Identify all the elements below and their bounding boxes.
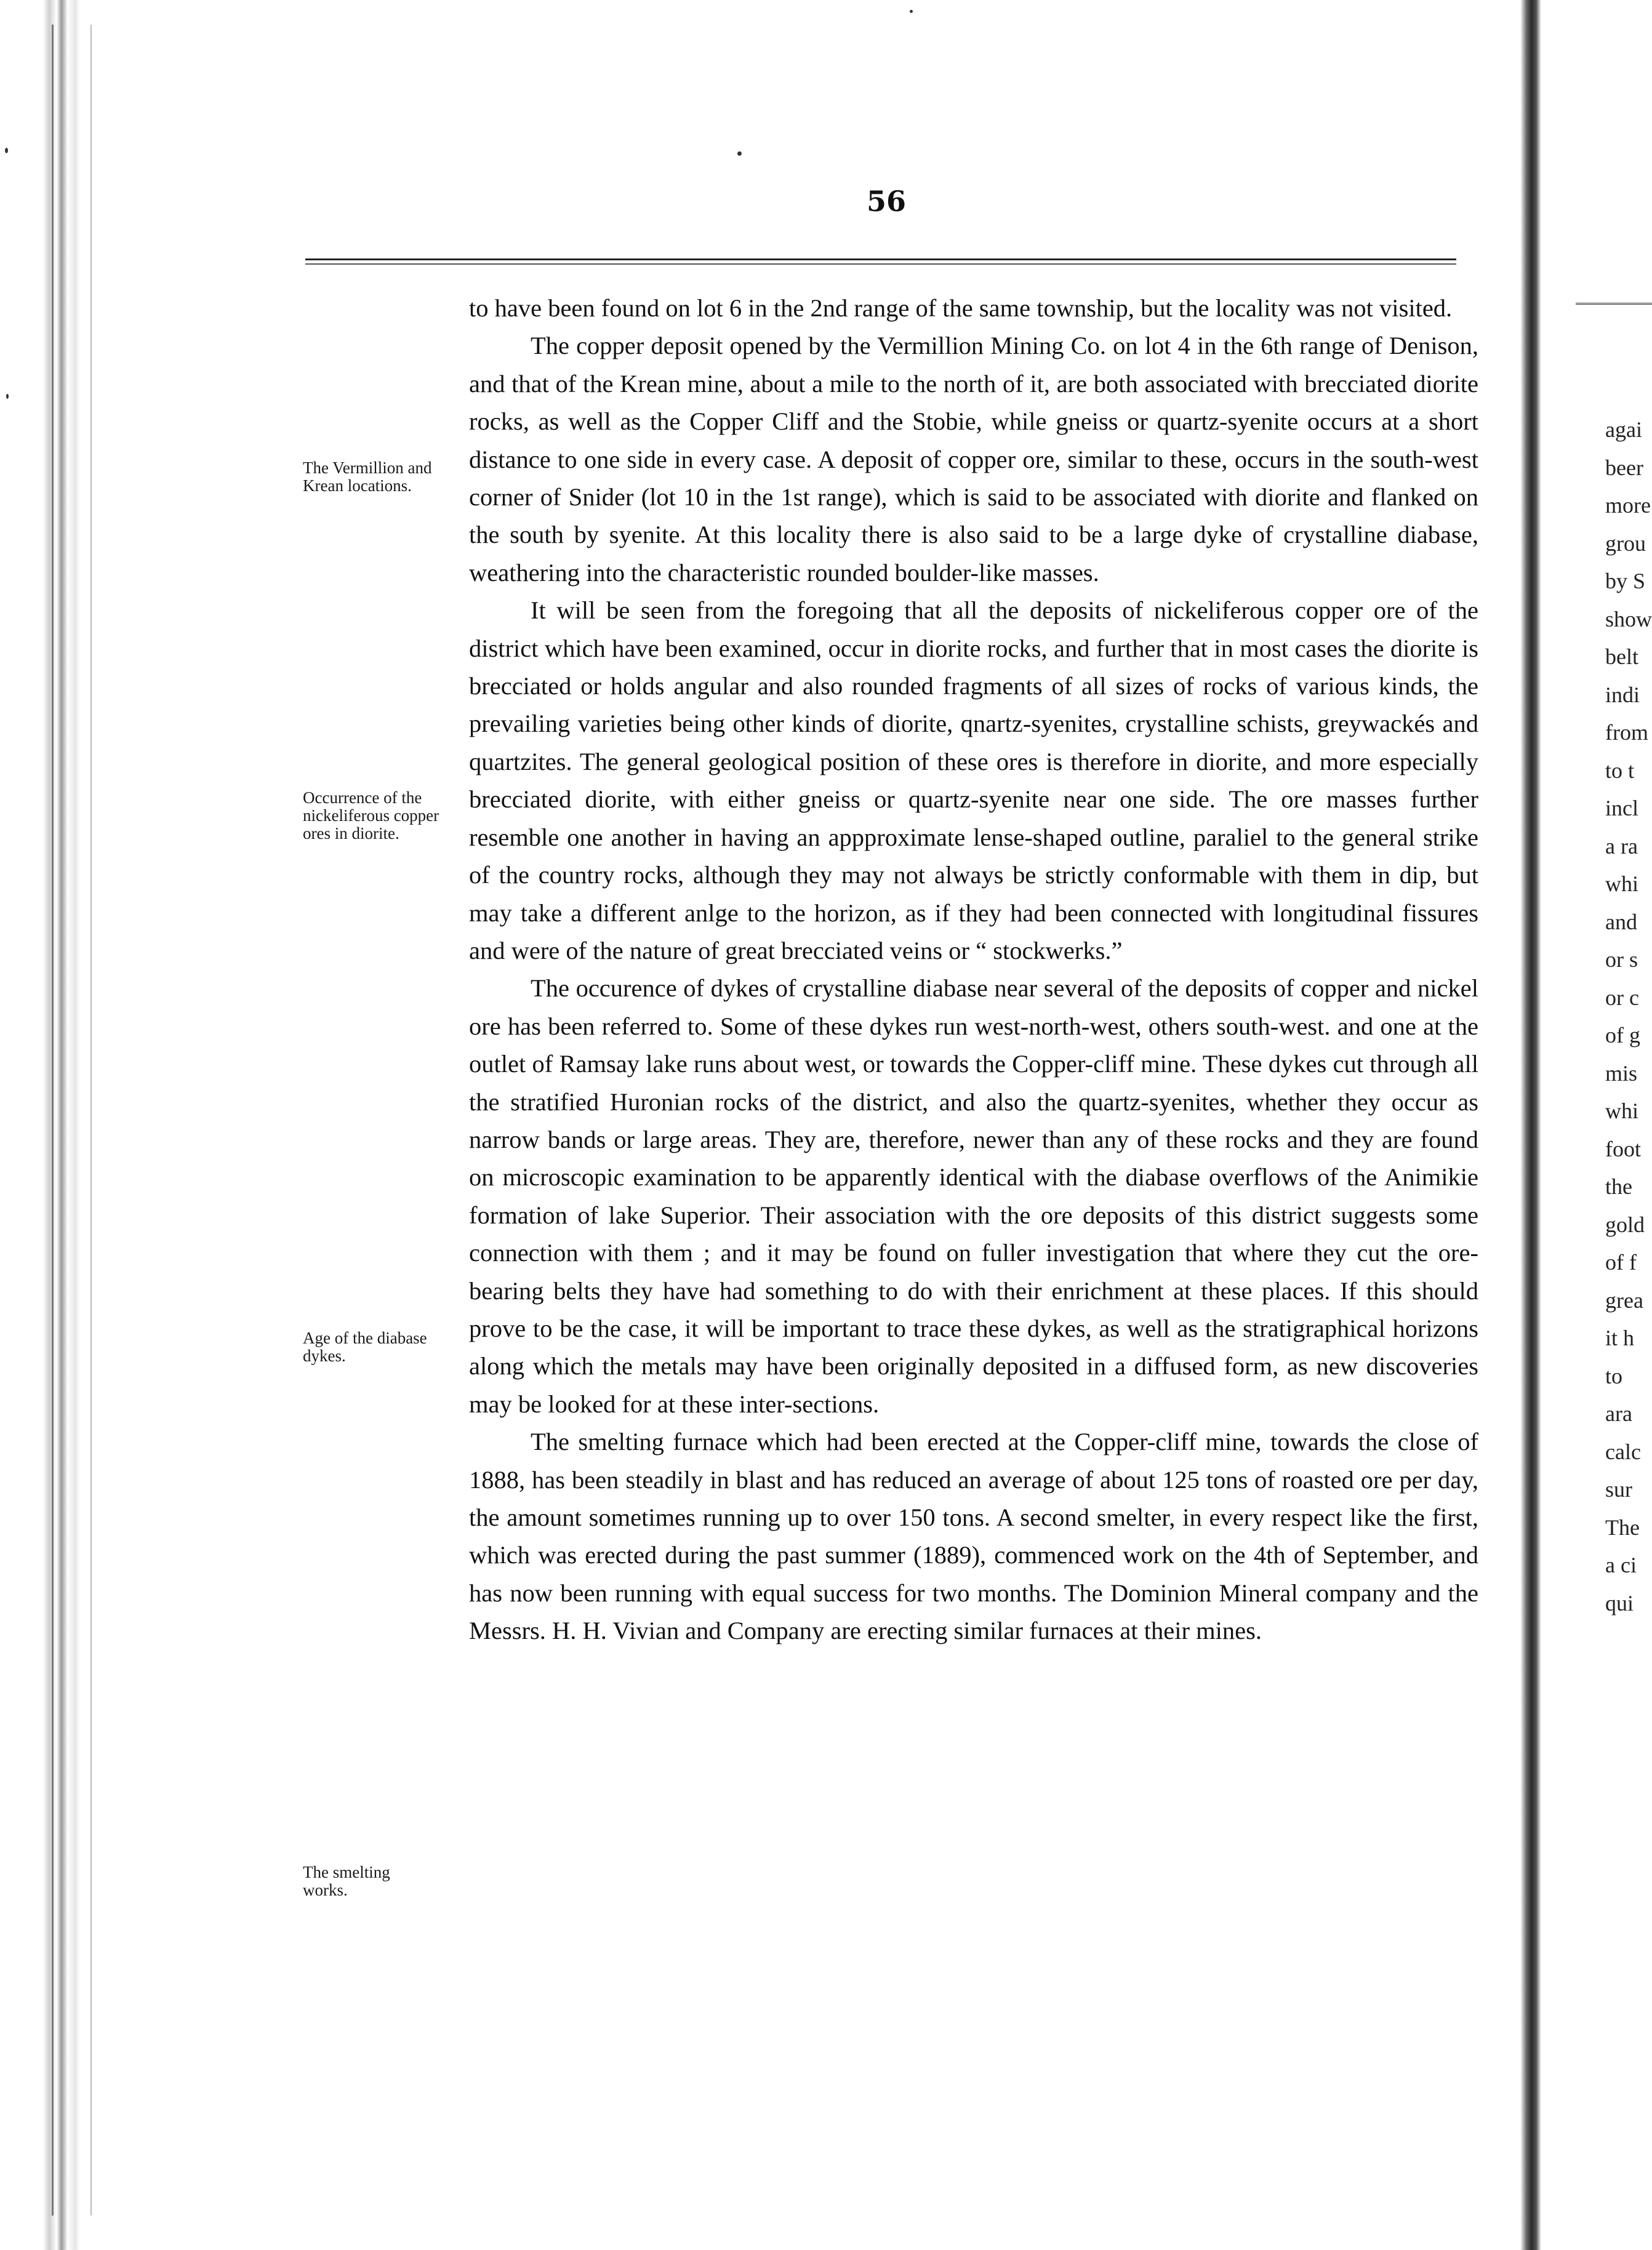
- left-page-edge: [52, 25, 92, 2216]
- paragraph: It will be seen from the foregoing that all the deposits of nickeliferous copper ore of the district which have been examined, occur in diorite rocks, and further that in most cases the diorite is brecciated or holds angular and also rounded fragments of all sizes of rocks of various kinds, the prevailing varieties being other kinds of diorite, qnartz-syenites, crystalline schists, greywackés and quartzites. The general geological position of these ores is therefore in diorite, and more especially brecciated diorite, with either gneiss or quartz-syenite near one side. The ore masses further resemble one another in having an appproximate lense-shaped outline, paraliel to the general strike of the country rocks, although they may not always be strictly conformable with them in dip, but may take a different anlge to the horizon, as if they had been connected with longitudinal fissures and were of the nature of great brecciated veins or “ stockwerks.”: [469, 596, 1478, 964]
- facing-page-line: more: [1605, 493, 1651, 518]
- facing-page-line: it h: [1605, 1326, 1635, 1350]
- header-rule-secondary: [305, 263, 1456, 265]
- facing-page-line: belt: [1605, 644, 1638, 669]
- facing-page-line: calc: [1605, 1439, 1641, 1464]
- facing-page-line: indi: [1605, 682, 1640, 707]
- facing-page-line: a ci: [1605, 1553, 1637, 1577]
- facing-page-line: the: [1605, 1174, 1632, 1199]
- facing-page-line: by S: [1605, 569, 1646, 593]
- facing-page-line: of g: [1605, 1023, 1640, 1047]
- margin-note-vermillion: The Vermillion and Krean locations.: [303, 458, 432, 495]
- facing-page-line: whi: [1605, 1099, 1638, 1123]
- facing-page-line: mis: [1605, 1060, 1638, 1086]
- facing-page-text: [1605, 411, 1652, 1622]
- paragraph: The occurence of dykes of crystalline diabase near several of the deposits of copper and nickel ore has been referred to. Some of these dykes run west-north-west, others south-west. and one at the outlet of Ramsay lake runs about west, or towards the Copper-cliff mine. These dykes cut through all the stratified Huronian rocks of the district, and also the quartz-syenites, whether they occur as narrow bands or large areas. They are, therefore, newer than any of these rocks and they are found on microscopic examination to be apparently identical with the diabase overflows of the Animikie formation of lake Superior. Their association with the ore deposits of this district suggests some connection with them ; and it may be found on fuller investigation that where they cut the ore-bearing belts they have had something to do with their enrichment at these places. If this should prove to be the case, it will be important to trace these dykes, as well as the stratigraphical horizons along which the metals may have been originally deposited in a diffused form, as new discoveries may be looked for at these inter-sections.: [469, 974, 1478, 1418]
- scan-speck: [5, 148, 8, 153]
- facing-page-line: whi: [1605, 871, 1638, 896]
- facing-page-line: from: [1605, 720, 1648, 745]
- margin-note-diabase-age: Age of the diabase dykes.: [303, 1329, 427, 1365]
- facing-page-line: The: [1605, 1515, 1640, 1540]
- gutter-shadow: [1520, 0, 1541, 2250]
- scan-speck: [737, 151, 742, 156]
- paragraph: to have been found on lot 6 in the 2nd range of the same township, but the locality was not visited.: [469, 294, 1453, 322]
- facing-page-line: incl: [1605, 796, 1638, 820]
- facing-page-line: show: [1605, 606, 1652, 631]
- facing-page-line: sur: [1605, 1477, 1632, 1502]
- facing-page-line: to: [1605, 1363, 1623, 1388]
- margin-note-smelting: The smelting works.: [303, 1863, 390, 1899]
- header-rule: [305, 258, 1456, 260]
- scan-speck: [910, 10, 913, 13]
- facing-page-line: grea: [1605, 1287, 1643, 1313]
- facing-page-line: grou: [1605, 530, 1646, 556]
- paragraph: The copper deposit opened by the Vermillion Mining Co. on lot 4 in the 6th range of Denison, and that of the Krean mine, about a mile to the north of it, are both associated with brecciated diorite rocks, as well as the Copper Cliff and the Stobie, while gneiss or quartz-syenite occurs at a short distance to one side in every case. A deposit of copper ore, similar to these, occurs in the south-west corner of Snider (lot 10 in the 1st range), which is said to be associated with diorite and flanked on the south by syenite. At this locality there is also said to be a large dyke of crystalline diabase, weathering into the characteristic rounded boulder-like masses.: [469, 332, 1478, 587]
- facing-page-line: a ra: [1605, 833, 1638, 859]
- facing-page-line: agai: [1605, 417, 1642, 442]
- facing-page-rule: [1576, 303, 1652, 305]
- facing-page-line: of f: [1605, 1250, 1637, 1275]
- page-number: 56: [866, 185, 906, 218]
- facing-page-line: to t: [1605, 758, 1635, 783]
- facing-page-line: gold: [1605, 1212, 1645, 1237]
- body-text: [469, 289, 1478, 1650]
- facing-page-line: ara: [1605, 1401, 1632, 1426]
- facing-page-line: qui: [1605, 1590, 1634, 1615]
- margin-note-occurrence: Occurrence of the nickeliferous copper ores in diorite.: [303, 788, 439, 843]
- facing-page-line: or c: [1605, 985, 1639, 1010]
- facing-page-line: foot: [1605, 1136, 1641, 1161]
- paragraph: The smelting furnace which had been erected at the Copper-cliff mine, towards the close of 1888, has been steadily in blast and has reduced an average of about 125 tons of roasted ore per day, the amount sometimes running up to over 150 tons. A second smelter, in every respect like the first, which was erected during the past summer (1889), commenced work on the 4th of September, and has now been running with equal success for two months. The Dominion Mineral company and the Messrs. H. H. Vivian and Company are erecting similar furnaces at their mines.: [469, 1428, 1478, 1645]
- facing-page-line: or s: [1605, 947, 1638, 972]
- scan-speck: [6, 394, 9, 399]
- facing-page-line: and: [1605, 909, 1637, 934]
- facing-page-line: beer: [1605, 455, 1643, 480]
